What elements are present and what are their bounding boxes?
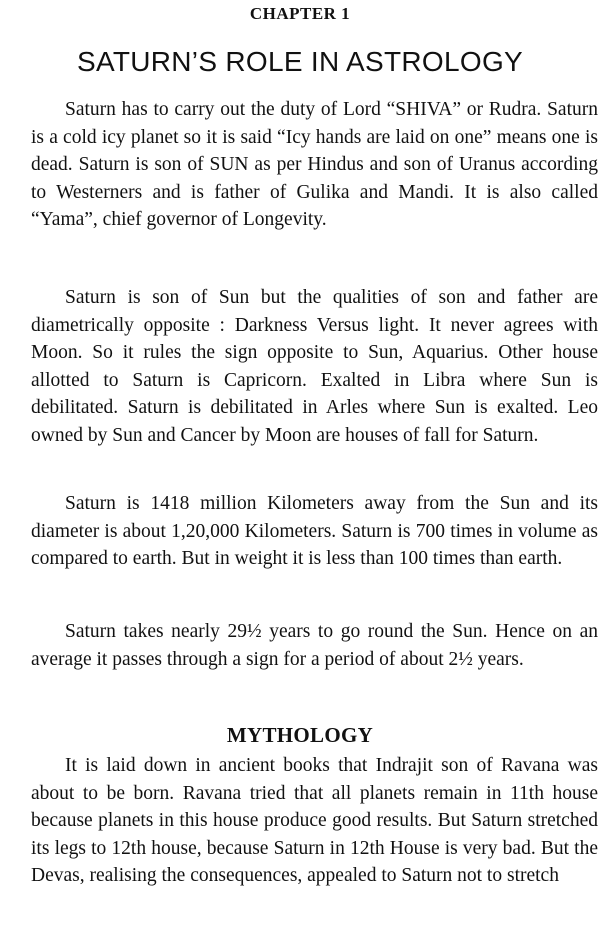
- paragraph-4: [31, 618, 598, 673]
- paragraph-3-text: Saturn is 1418 million Kilometers away from the Sun and its diameter is about 1,20,000 Kilometers. Saturn is 700 times in volume as compared to earth. But in weight it is less than 100 times than earth.: [31, 493, 598, 569]
- paragraph-1-text: Saturn has to carry out the duty of Lord “SHIVA” or Rudra. Saturn is a cold icy planet so it is said “Icy hands are laid on one” means one is dead. Saturn is son of SUN as per Hindus and son of Uranus according to Westerners and is father of Gulika and Mandi. It is also called “Yama”, chief governor of Longevity.: [31, 99, 598, 230]
- paragraph-2: [31, 284, 598, 449]
- paragraph-3: [31, 490, 598, 573]
- paragraph-2-text: Saturn is son of Sun but the qualities of son and father are diametrically opposite : Darkness Versus light. It never agrees with Moon. So it rules the sign opposite to Sun, Aquarius. Other house allotted to Saturn is Capricorn. Exalted in Libra where Sun is debilitated. Saturn is debilitated in Arles where Sun is exalted. Leo owned by Sun and Cancer by Moon are houses of fall for Saturn.: [31, 287, 598, 446]
- mythology-paragraph-text: It is laid down in ancient books that Indrajit son of Ravana was about to be born. Ravana tried that all planets remain in 11th house because planets in this house produce good results. But Saturn stretched its legs to 12th house, because Saturn in 12th House is very bad. But the Devas, realising the consequences, appealed to Saturn not to stretch: [31, 755, 598, 886]
- paragraph-4-text: Saturn takes nearly 29½ years to go round the Sun. Hence on an average it passes through a sign for a period of about 2½ years.: [31, 621, 598, 670]
- mythology-paragraph: [31, 752, 598, 890]
- section-heading-mythology: MYTHOLOGY: [226, 723, 374, 747]
- paragraph-1: [31, 96, 598, 234]
- chapter-title: SATURN’S ROLE IN ASTROLOGY: [76, 46, 524, 77]
- chapter-label: CHAPTER 1: [249, 4, 351, 23]
